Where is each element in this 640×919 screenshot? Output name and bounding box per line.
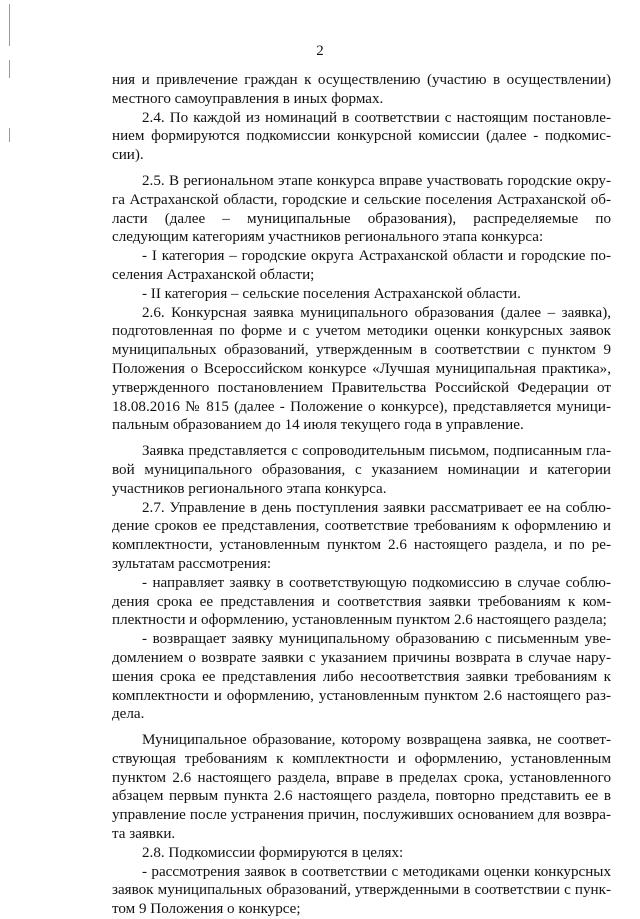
scan-margin-mark [9, 4, 10, 46]
paragraph-2-7: 2.7. Управление в день поступления заявки рассматривает ее на соблюдение сроков ее представления, соответствие требованиям к оформлению и комплектности, установленным пунктом 2.6 настоящего раздела, и по результатам рассмотрения: [112, 499, 611, 572]
paragraph-2-6: 2.6. Конкурсная заявка муниципального образования (далее – заявка), подготовленная по форме и с учетом методики оценки конкурсных заявок муниципальных образований, утвержденным в соответствии с пунктом 9 Положения о Всероссийском конкурсе «Лучшая муниципальная практика», утвержденного постановлением Правительства Российской Федерации от 18.08.2016 № 815 (далее - Положение о конкурсе), представляется муниципальным образованием до 14 июля текущего года в управление. [112, 304, 611, 434]
scan-margin-mark [9, 128, 10, 142]
list-item-return-application: - возвращает заявку муниципальному образованию с письменным уведомлением о возврате заявки с указанием причины возврата в случае нарушения срока ее представления либо несоответствия заявки требованиям к комплектности и оформлению, установленным пунктом 2.6 настоящего раздела. [112, 631, 611, 723]
paragraph-2-8: 2.8. Подкомиссии формируются в целях: [142, 844, 404, 861]
list-item-category-2: - II категория – сельские поселения Астраханской области. [142, 285, 521, 302]
paragraph-continuation: ния и привлечение граждан к осуществлению (участию в осуществлении) местного самоуправления в иных формах. [112, 72, 611, 107]
document-body [112, 71, 611, 919]
paragraph-2-5: 2.5. В региональном этапе конкурса вправе участвовать городские округа Астраханской области, городские и сельские поселения Астраханской области (далее – муниципальные образования), распределяемые по следующим категориям участников регионального этапа конкурса: [112, 172, 611, 246]
paragraph-resubmission: Муниципальное образование, которому возвращена заявка, не соответствующая требованиям к комплектности и оформлению, установленным пунктом 2.6 настоящего раздела, вправе в пределах срока, установленного абзацем первым пункта 2.6 настоящего раздела, повторно представить ее в управление после устранения причин, послуживших основанием для возврата заявки. [112, 732, 611, 843]
paragraph-2-4: 2.4. По каждой из номинаций в соответствии с настоящим постановлением формируются подкомиссии конкурсной комиссии (далее - подкомиссии). [112, 109, 611, 164]
list-item-review-applications: - рассмотрения заявок в соответствии с методиками оценки конкурсных заявок муниципальных образований, утвержденными в соответствии с пунктом 9 Положения о конкурсе; [112, 863, 611, 918]
page-number: 2 [316, 43, 324, 59]
list-item-send-application: - направляет заявку в соответствующую подкомиссию в случае соблюдения срока ее представления и соответствия заявки требованиям к комплектности и оформлению, установленным пунктом 2.6 настоящего раздела; [112, 574, 611, 629]
paragraph-application-letter: Заявка представляется с сопроводительным письмом, подписанным главой муниципального образования, с указанием номинации и категории участников регионального этапа конкурса. [112, 443, 611, 497]
scan-margin-mark [9, 60, 10, 78]
list-item-category-1: - I категория – городские округа Астраханской области и городские поселения Астраханской области; [112, 248, 611, 283]
